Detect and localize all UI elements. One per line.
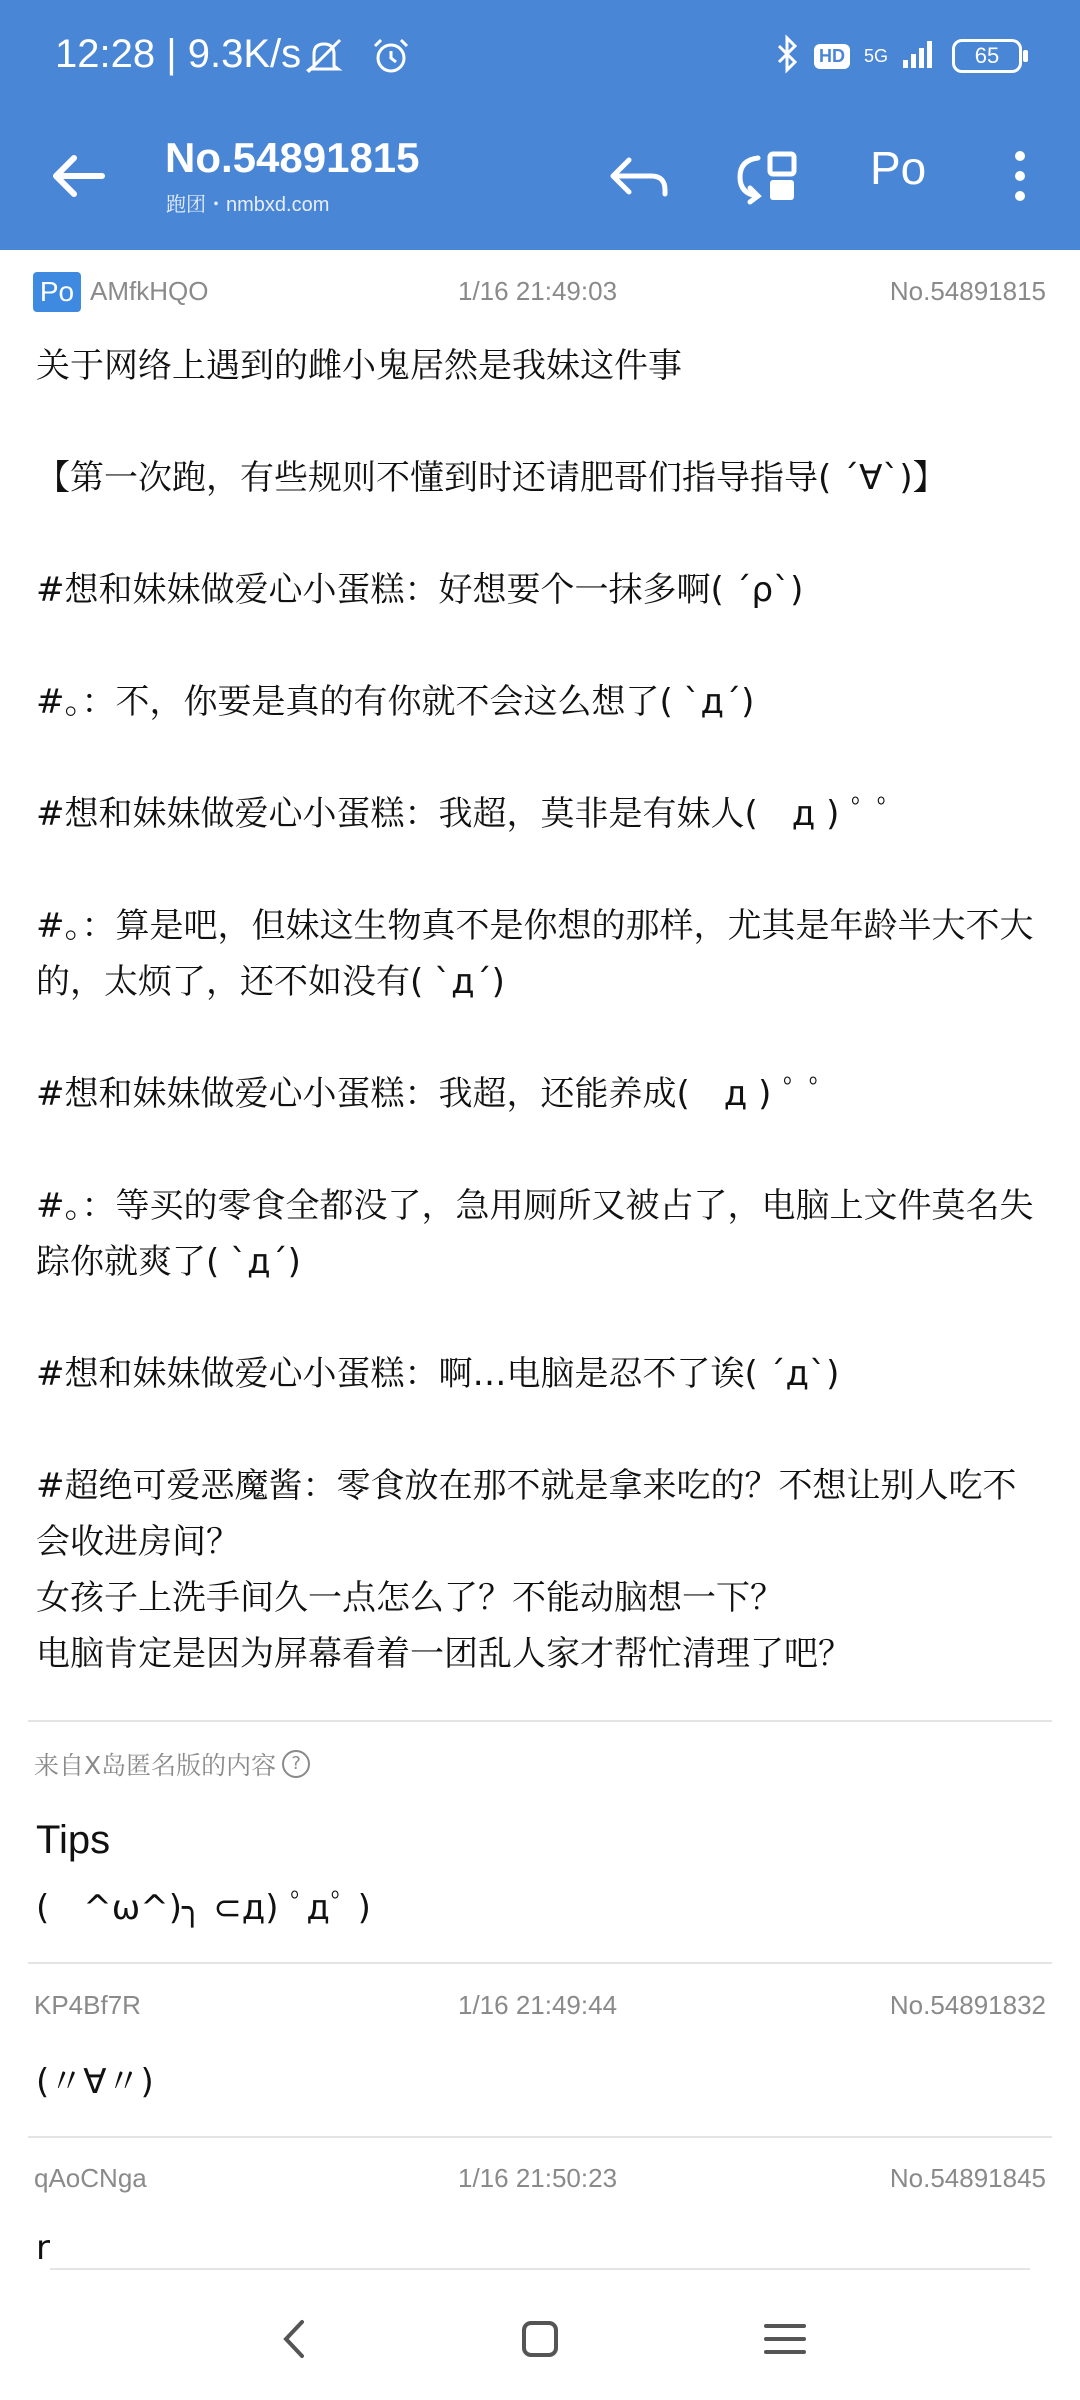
reply-content: r bbox=[36, 2228, 50, 2268]
post-line: #想和妹妹做爱心小蛋糕：我超，莫非是有妹人( д ) ﾟ ﾟ bbox=[36, 794, 893, 834]
signal-group bbox=[864, 47, 888, 65]
reply-number[interactable]: No.54891832 bbox=[889, 1990, 1046, 2020]
menu-icon bbox=[750, 2304, 820, 2374]
status-bar bbox=[0, 0, 1080, 96]
reply-icon bbox=[605, 142, 675, 212]
post-time: 1/16 21:49:03 bbox=[458, 276, 618, 306]
bluetooth-icon bbox=[774, 34, 800, 78]
more-menu-button[interactable] bbox=[1000, 146, 1040, 206]
status-left-icons bbox=[302, 36, 412, 80]
square-icon bbox=[505, 2304, 575, 2374]
signal-icon bbox=[902, 38, 938, 74]
post-line: #超绝可爱恶魔酱：零食放在那不就是拿来吃的？不想让别人吃不会收进房间？ bbox=[36, 1466, 1017, 1562]
post-blank-line bbox=[36, 842, 1046, 898]
battery-icon: 65 bbox=[952, 39, 1022, 73]
app-bar bbox=[0, 96, 1080, 250]
po-only-button[interactable]: Po bbox=[870, 142, 927, 194]
reply-user[interactable]: qAoCNga bbox=[34, 2163, 147, 2193]
hd-badge: HD bbox=[814, 44, 850, 69]
post-blank-line bbox=[36, 394, 1046, 450]
divider bbox=[28, 1720, 1052, 1722]
divider bbox=[50, 2268, 1030, 2270]
post-blank-line bbox=[36, 506, 1046, 562]
reply-content: (〃∀〃) bbox=[36, 2062, 154, 2102]
post-line: #想和妹妹做爱心小蛋糕：我超，还能养成( д ) ﾟ ﾟ bbox=[36, 1074, 825, 1114]
jump-page-button[interactable] bbox=[730, 142, 810, 212]
post-blank-line bbox=[36, 618, 1046, 674]
bell-muted-icon bbox=[302, 36, 346, 80]
reply-meta bbox=[0, 2163, 1080, 2203]
status-right-icons bbox=[774, 34, 1022, 78]
reply-user[interactable]: KP4Bf7R bbox=[34, 1990, 141, 2020]
system-nav-bar bbox=[0, 2274, 1080, 2400]
reply-button[interactable] bbox=[605, 142, 675, 212]
board-subtitle: 跑团・nmbxd.com bbox=[166, 194, 330, 216]
chevron-left-icon bbox=[260, 2304, 330, 2374]
source-note-text: 来自X岛匿名版的内容 bbox=[34, 1751, 277, 1780]
page-jump-icon bbox=[730, 142, 810, 212]
post-blank-line bbox=[36, 730, 1046, 786]
divider bbox=[28, 1962, 1052, 1964]
post-blank-line bbox=[36, 1290, 1046, 1346]
source-note bbox=[34, 1746, 310, 1782]
post-line: #想和妹妹做爱心小蛋糕：啊…电脑是忍不了诶( ´д`) bbox=[36, 1354, 840, 1394]
post-line: #。：算是吧，但妹这生物真不是你想的那样，尤其是年龄半大不大的，太烦了，还不如没有( `д´) bbox=[36, 906, 1034, 1002]
reply-number[interactable]: No.54891845 bbox=[889, 2163, 1046, 2193]
post-content bbox=[36, 338, 1046, 1682]
arrow-left-icon bbox=[40, 136, 120, 216]
reply-time: 1/16 21:50:23 bbox=[458, 2163, 618, 2193]
post-line: 【第一次跑，有些规则不懂到时还请肥哥们指导指导( ´∀`)】 bbox=[36, 458, 947, 498]
nav-menu-button[interactable] bbox=[750, 2304, 820, 2374]
back-button[interactable] bbox=[40, 136, 120, 216]
reply-time: 1/16 21:49:44 bbox=[458, 1990, 618, 2020]
thread-title: No.54891815 bbox=[165, 134, 420, 181]
post-line: 电脑肯定是因为屏幕看着一团乱人家才帮忙清理了吧？ bbox=[36, 1634, 852, 1674]
divider bbox=[28, 2136, 1052, 2138]
post-number[interactable]: No.54891815 bbox=[889, 276, 1046, 306]
post-line: #想和妹妹做爱心小蛋糕：好想要个一抹多啊( ´ρ`) bbox=[36, 570, 804, 610]
network-type: 5G bbox=[863, 46, 888, 66]
nav-back-button[interactable] bbox=[260, 2304, 330, 2374]
post-line: #。：不，你要是真的有你就不会这么想了( `д´) bbox=[36, 682, 755, 722]
nav-home-button[interactable] bbox=[505, 2304, 575, 2374]
po-badge: Po bbox=[33, 272, 81, 312]
help-icon[interactable]: ? bbox=[282, 1750, 310, 1778]
more-vertical-icon bbox=[1000, 146, 1040, 206]
tips-title: Tips bbox=[36, 1818, 111, 1862]
post-line: #。：等买的零食全都没了，急用厕所又被占了，电脑上文件莫名失踪你就爽了( `д´) bbox=[36, 1186, 1034, 1282]
post-meta bbox=[0, 276, 1080, 316]
post-line: 关于网络上遇到的雌小鬼居然是我妹这件事 bbox=[36, 346, 682, 386]
alarm-icon bbox=[370, 36, 412, 80]
reply-meta bbox=[0, 1990, 1080, 2030]
tips-body: ( ^ω^)╮ ⊂д) ﾟдﾟ ) bbox=[36, 1888, 371, 1928]
status-time-speed: 12:28 | 9.3K/s bbox=[55, 32, 302, 76]
post-line: 女孩子上洗手间久一点怎么了？不能动脑想一下？ bbox=[36, 1578, 784, 1618]
post-blank-line bbox=[36, 1122, 1046, 1178]
post-blank-line bbox=[36, 1010, 1046, 1066]
post-user[interactable]: AMfkHQO bbox=[90, 276, 209, 306]
post-blank-line bbox=[36, 1402, 1046, 1458]
